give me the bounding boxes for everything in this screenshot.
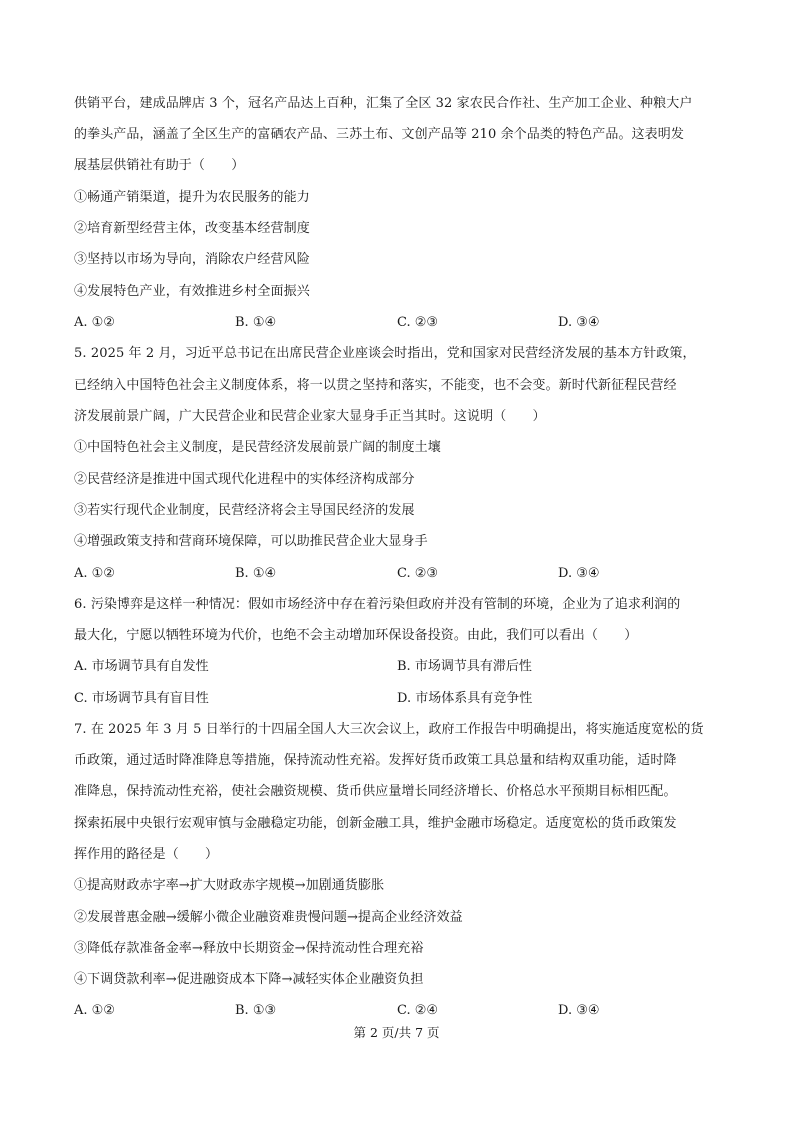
q7-statement-1: ①提高财政赤字率→扩大财政赤字规模→加剧通货膨胀	[74, 878, 385, 893]
q4-option-d: D. ③④	[558, 315, 600, 330]
q5-stem-line-2: 已经纳入中国特色社会主义制度体系，将一以贯之坚持和落实，不能变，也不会变。新时代新征程民营经	[74, 378, 677, 393]
q6-option-b: B. 市场调节具有滞后性	[397, 659, 532, 674]
q4-option-c: C. ②③	[397, 315, 439, 330]
q7-option-b: B. ①③	[235, 1003, 277, 1018]
q5-option-c: C. ②③	[397, 566, 439, 581]
q7-statement-4: ④下调贷款利率→促进融资成本下降→减轻实体企业融资负担	[74, 972, 424, 987]
q7-stem-line-3: 准降息，保持流动性充裕，使社会融资规模、货币供应量增长同经济增长、价格总水平预期目标相匹配。	[74, 784, 677, 799]
q5-statement-2: ②民营经济是推进中国式现代化进程中的实体经济构成部分	[74, 472, 415, 487]
q5-statement-1: ①中国特色社会主义制度，是民营经济发展前景广阔的制度土壤	[74, 440, 441, 455]
q6-option-a: A. 市场调节具有自发性	[74, 659, 209, 674]
q5-statement-3: ③若实行现代企业制度，民营经济将会主导国民经济的发展	[74, 503, 415, 518]
q7-statement-3: ③降低存款准备金率→释放中长期资金→保持流动性合理充裕	[74, 941, 424, 956]
q4-stem-line-1: 供销平台，建成品牌店 3 个，冠名产品达上百种，汇集了全区 32 家农民合作社、生产加工企业、种粮大户	[74, 96, 693, 111]
q5-options	[74, 564, 726, 584]
q4-statement-4: ④发展特色产业，有效推进乡村全面振兴	[74, 284, 310, 299]
q5-statement-4: ④增强政策支持和营商环境保障，可以助推民营企业大显身手	[74, 534, 428, 549]
q7-option-d: D. ③④	[558, 1003, 600, 1018]
q5-option-a: A. ①②	[74, 566, 115, 581]
q7-options	[74, 1001, 726, 1021]
q5-stem-line-3: 济发展前景广阔，广大民营企业和民营企业家大显身手正当其时。这说明（ ）	[74, 409, 546, 424]
q6-options-row-2	[74, 689, 726, 709]
q6-options-row-1	[74, 657, 726, 677]
q6-stem-line-1: 6. 污染博弈是这样一种情况：假如市场经济中存在着污染但政府并没有管制的环境，企业为了追求利润的	[74, 597, 681, 612]
q5-stem-line-1: 5. 2025 年 2 月，习近平总书记在出席民营企业座谈会时指出，党和国家对民营经济发展的基本方针政策，	[74, 346, 696, 361]
q5-option-d: D. ③④	[558, 566, 600, 581]
q4-stem-line-3: 展基层供销社有助于（ ）	[74, 158, 245, 173]
q7-option-a: A. ①②	[74, 1003, 115, 1018]
q7-stem-line-1: 7. 在 2025 年 3 月 5 日举行的十四届全国人大三次会议上，政府工作报告中明确提出，将实施适度宽松的货	[74, 722, 704, 737]
q7-statement-2: ②发展普惠金融→缓解小微企业融资难贵慢问题→提高企业经济效益	[74, 910, 463, 925]
q4-options	[74, 313, 726, 333]
q4-option-a: A. ①②	[74, 315, 115, 330]
q6-option-d: D. 市场体系具有竞争性	[397, 691, 533, 706]
q6-option-c: C. 市场调节具有盲目性	[74, 691, 209, 706]
q7-stem-line-4: 探索拓展中央银行宏观审慎与金融稳定功能，创新金融工具，维护金融市场稳定。适度宽松的货币政策发	[74, 816, 677, 831]
q4-option-b: B. ①④	[235, 315, 277, 330]
q7-option-c: C. ②④	[397, 1003, 439, 1018]
q4-statement-1: ①畅通产销渠道，提升为农民服务的能力	[74, 190, 310, 205]
q7-stem-line-5: 挥作用的路径是（ ）	[74, 847, 219, 862]
q6-stem-line-2: 最大化，宁愿以牺牲环境为代价，也绝不会主动增加环保设备投资。由此，我们可以看出（ ）	[74, 628, 638, 643]
q5-option-b: B. ①④	[235, 566, 277, 581]
q4-stem-line-2: 的拳头产品，涵盖了全区生产的富硒农产品、三苏土布、文创产品等 210 余个品类的特色产品。这表明发	[74, 127, 684, 142]
q4-statement-2: ②培育新型经营主体，改变基本经营制度	[74, 221, 310, 236]
page-number-footer: 第 2 页/共 7 页	[353, 1025, 440, 1040]
q7-stem-line-2: 币政策，通过适时降准降息等措施，保持流动性充裕。发挥好货币政策工具总量和结构双重功能，适时降	[74, 753, 677, 768]
q4-statement-3: ③坚持以市场为导向，消除农户经营风险	[74, 252, 310, 267]
